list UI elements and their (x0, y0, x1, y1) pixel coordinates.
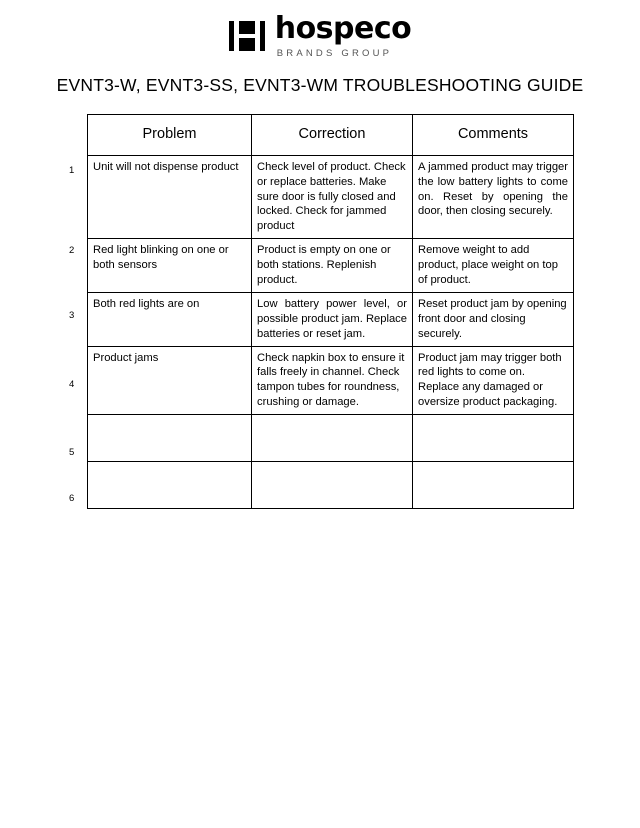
cell-problem (88, 415, 252, 462)
table-row (88, 462, 574, 509)
page-title: EVNT3-W, EVNT3-SS, EVNT3-WM TROUBLESHOOTING GUIDE (56, 74, 584, 95)
logo-wordmark: hospeco (274, 11, 412, 46)
cell-correction (252, 415, 413, 462)
cell-comments: Product jam may trigger both red lights to come on. Replace any damaged or oversize product packaging. (413, 346, 574, 415)
row-number: 5 (69, 446, 75, 458)
cell-comments (413, 415, 574, 462)
troubleshooting-table-area (67, 114, 573, 510)
column-header-problem: Problem (88, 114, 252, 155)
cell-comments: Reset product jam by opening front door and closing securely. (413, 292, 574, 346)
cell-correction: Low battery power level, or possible product jam. Replace batteries or reset jam. (252, 292, 413, 346)
cell-correction: Check napkin box to ensure it falls freely in channel. Check tampon tubes for roundness, crushing or damage. (252, 346, 413, 415)
logo-text (274, 11, 412, 59)
table-row (88, 155, 574, 238)
row-number: 3 (69, 309, 75, 321)
column-header-comments: Comments (413, 114, 574, 155)
row-number: 6 (69, 492, 75, 504)
cell-comments: Remove weight to add product, place weight on top of product. (413, 239, 574, 293)
cell-correction: Check level of product. Check or replace batteries. Make sure door is fully closed and locked. Check for jammed product (252, 155, 413, 238)
cell-comments (413, 462, 574, 509)
column-header-correction: Correction (252, 114, 413, 155)
cell-comments: A jammed product may trigger the low battery lights to come on. Reset by opening the door, then closing securely. (413, 155, 574, 238)
table-row (88, 292, 574, 346)
cell-problem: Red light blinking on one or both sensors (88, 239, 252, 293)
cell-correction: Product is empty on one or both stations. Replenish product. (252, 239, 413, 293)
row-number: 2 (69, 244, 75, 256)
hospeco-h-mark-icon (229, 19, 265, 53)
troubleshooting-table (87, 114, 574, 510)
table-row (88, 239, 574, 293)
row-number: 4 (69, 378, 75, 390)
row-number: 1 (69, 164, 75, 176)
cell-correction (252, 462, 413, 509)
cell-problem (88, 462, 252, 509)
table-header-row (88, 114, 574, 155)
cell-problem: Both red lights are on (88, 292, 252, 346)
brand-logo (0, 0, 640, 59)
cell-problem: Unit will not dispense product (88, 155, 252, 238)
table-row (88, 415, 574, 462)
logo-subtitle: BRANDS GROUP (276, 48, 393, 59)
cell-problem: Product jams (88, 346, 252, 415)
table-row (88, 346, 574, 415)
